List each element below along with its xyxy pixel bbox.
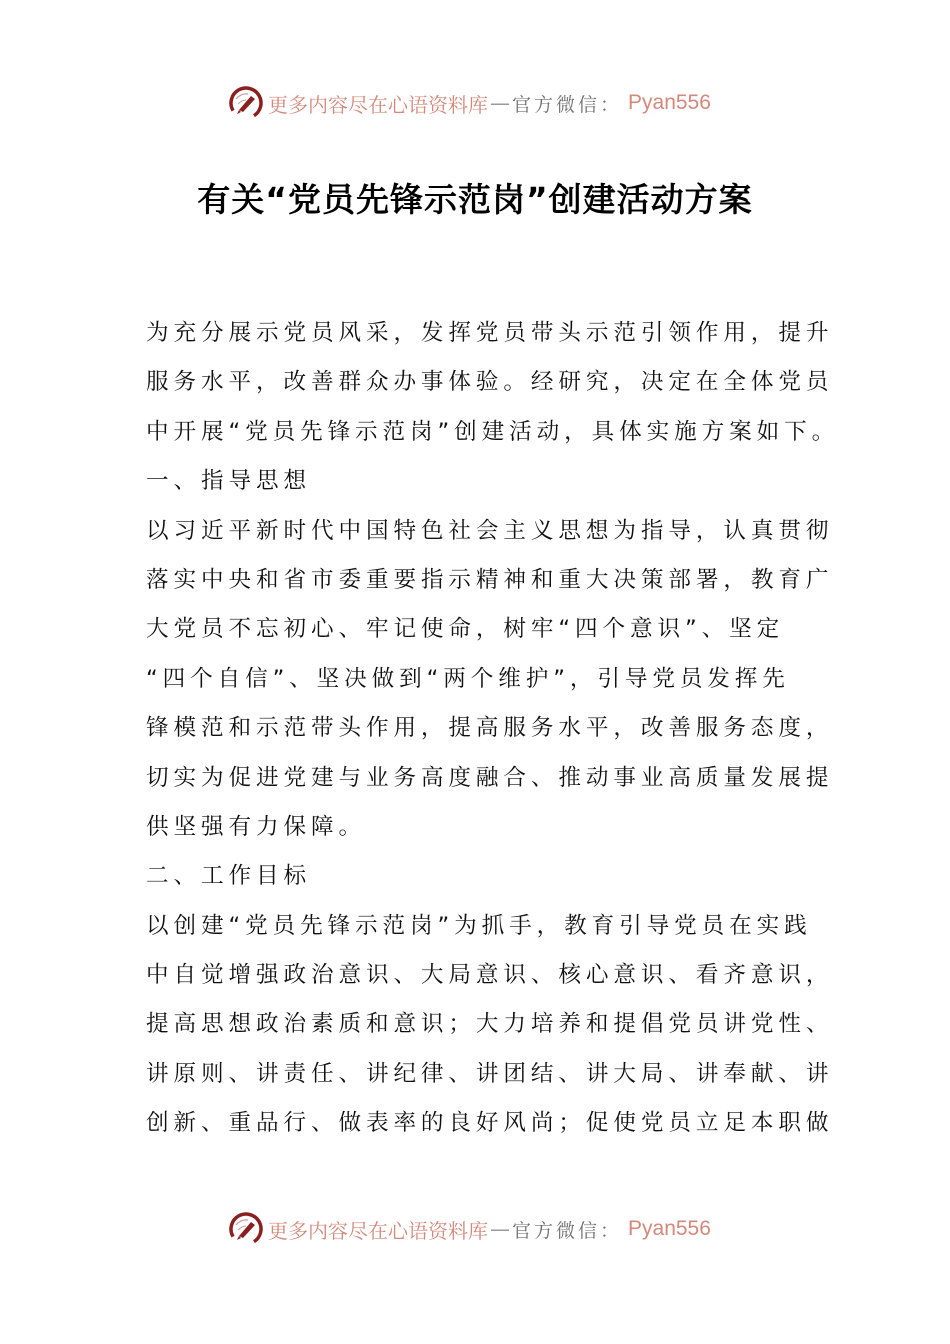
body-line: 以创建“党员先锋示范岗”为抓手，教育引导党员在实践 — [146, 912, 812, 939]
document-title: 有关“党员先锋示范岗”创建活动方案 — [197, 180, 753, 219]
quill-pen-logo-icon — [228, 1211, 264, 1247]
quill-pen-logo-icon — [228, 85, 264, 121]
body-line: 锋模范和示范带头作用，提高服务水平，改善服务态度， — [146, 715, 834, 742]
wechat-id: Pyan556 — [628, 1217, 711, 1240]
body-line: 切实为促进党建与业务高度融合、推动事业高质量发展提 — [146, 764, 834, 791]
promo-text: 更多内容尽在心语资料库 — [268, 92, 488, 117]
body-line: 讲原则、讲责任、讲纪律、讲团结、讲大局、讲奉献、讲 — [146, 1060, 834, 1087]
body-line: 供坚强有力保障。 — [146, 813, 366, 840]
header-banner — [228, 83, 711, 123]
document-body — [146, 309, 840, 1149]
body-line: 服务水平，改善群众办事体验。经研究，决定在全体党员 — [146, 369, 834, 396]
wechat-label: 官方微信： — [512, 1219, 623, 1242]
promo-text: 更多内容尽在心语资料库 — [268, 1218, 488, 1243]
body-line: 大党员不忘初心、牢记使命，树牢“四个意识”、坚定 — [146, 616, 785, 643]
section-heading-work-goals: 二、工作目标 — [146, 863, 311, 890]
body-line: 中开展“党员先锋示范岗”创建活动，具体实施方案如下。 — [146, 418, 840, 445]
body-line: 落实中央和省市委重要指示精神和重大决策部署，教育广 — [146, 566, 834, 593]
body-line: 以习近平新时代中国特色社会主义思想为指导，认真贯彻 — [146, 517, 834, 544]
body-line: 为充分展示党员风采，发挥党员带头示范引领作用，提升 — [146, 320, 834, 346]
body-line: 中自觉增强政治意识、大局意识、核心意识、看齐意识， — [146, 962, 834, 989]
separator-dash: — — [490, 91, 510, 115]
wechat-id: Pyan556 — [628, 91, 711, 114]
section-heading-guiding-ideology: 一、指导思想 — [146, 468, 311, 495]
separator-dash: — — [490, 1217, 510, 1241]
wechat-label: 官方微信： — [512, 93, 623, 116]
body-line: “四个自信”、坚决做到“两个维护”，引导党员发挥先 — [146, 665, 790, 692]
footer-banner — [228, 1209, 711, 1249]
body-line: 创新、重品行、做表率的良好风尚；促使党员立足本职做 — [146, 1110, 834, 1137]
body-line: 提高思想政治素质和意识；大力培养和提倡党员讲党性、 — [146, 1011, 834, 1038]
